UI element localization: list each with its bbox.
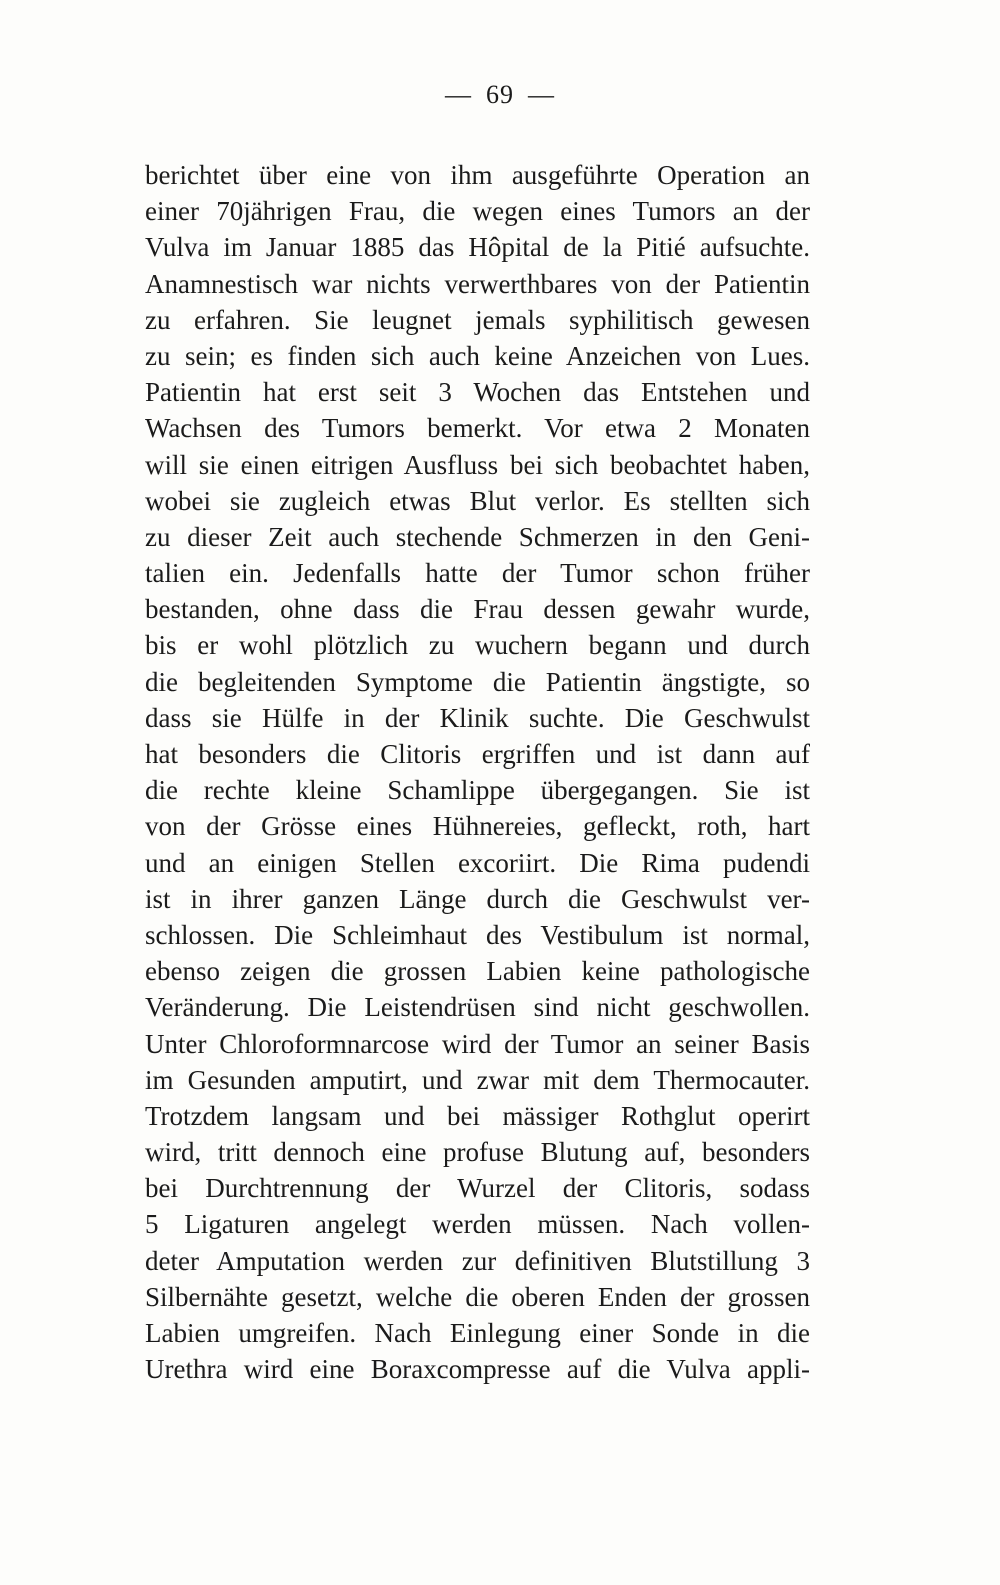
page-number-value: 69 (486, 80, 514, 109)
text-line: ebenso zeigen die grossen Labien keine pathologische (145, 956, 810, 987)
text-line: Veränderung. Die Leistendrüsen sind nicht geschwollen. (145, 992, 810, 1023)
text-line: wird, tritt dennoch eine profuse Blutung auf, besonders (145, 1137, 810, 1168)
text-line: Labien umgreifen. Nach Einlegung einer Sonde in die (145, 1318, 810, 1348)
text-line: schlossen. Die Schleimhaut des Vestibulum ist normal, (145, 919, 810, 950)
text-line: im Gesunden amputirt, und zwar mit dem Thermocauter. (145, 1064, 810, 1095)
text-line: dass sie Hülfe in der Klinik suchte. Die Geschwulst (145, 702, 810, 733)
text-line: wobei sie zugleich etwas Blut verlor. Es stellten sich (145, 485, 810, 516)
text-line: bei Durchtrennung der Wurzel der Clitoris, sodass (145, 1173, 810, 1204)
text-line: Urethra wird eine Boraxcompresse auf die Vulva appli- (145, 1354, 810, 1385)
text-line: Patientin hat erst seit 3 Wochen das Entstehen und (145, 377, 810, 408)
text-line: deter Amputation werden zur definitiven Blutstillung 3 (145, 1245, 810, 1276)
body-text (145, 157, 810, 1387)
text-line: von der Grösse eines Hühnereies, gefleckt, roth, hart (145, 811, 810, 842)
text-line: talien ein. Jedenfalls hatte der Tumor schon früher (145, 558, 810, 589)
page-number-dash-right: — (528, 80, 555, 109)
text-line: zu erfahren. Sie leugnet jemals syphilitisch gewesen (145, 304, 810, 335)
text-line: berichtet über eine von ihm ausgeführte Operation an (145, 160, 810, 190)
text-line: Vulva im Januar 1885 das Hôpital de la Pitié aufsuchte. (145, 232, 810, 263)
text-line: bis er wohl plötzlich zu wuchern begann und durch (145, 630, 810, 661)
text-line: Anamnestisch war nichts verwerthbares von der Patientin (145, 268, 810, 299)
page-number (0, 80, 1000, 110)
text-line: die begleitenden Symptome die Patientin ängstigte, so (145, 666, 810, 697)
text-line: zu sein; es finden sich auch keine Anzeichen von Lues. (145, 340, 810, 371)
text-line: hat besonders die Clitoris ergriffen und ist dann auf (145, 739, 810, 769)
text-line: 5 Ligaturen angelegt werden müssen. Nach vollen- (145, 1209, 810, 1240)
page-number-dash-left: — (445, 80, 472, 109)
text-line: die rechte kleine Schamlippe übergegangen. Sie ist (145, 775, 810, 806)
text-line: zu dieser Zeit auch stechende Schmerzen in den Geni- (145, 521, 810, 552)
text-line: will sie einen eitrigen Ausfluss bei sich beobachtet haben, (145, 449, 810, 480)
text-line: Trotzdem langsam und bei mässiger Rothglut operirt (145, 1100, 810, 1131)
text-line: Unter Chloroformnarcose wird der Tumor an seiner Basis (145, 1028, 810, 1059)
text-line: ist in ihrer ganzen Länge durch die Geschwulst ver- (145, 883, 810, 914)
text-line: einer 70jährigen Frau, die wegen eines Tumors an der (145, 196, 810, 227)
text-line: und an einigen Stellen excoriirt. Die Rima pudendi (145, 847, 810, 878)
text-line: Wachsen des Tumors bemerkt. Vor etwa 2 Monaten (145, 413, 810, 444)
text-line: Silbernähte gesetzt, welche die oberen Enden der grossen (145, 1281, 810, 1312)
text-line: bestanden, ohne dass die Frau dessen gewahr wurde, (145, 594, 810, 625)
